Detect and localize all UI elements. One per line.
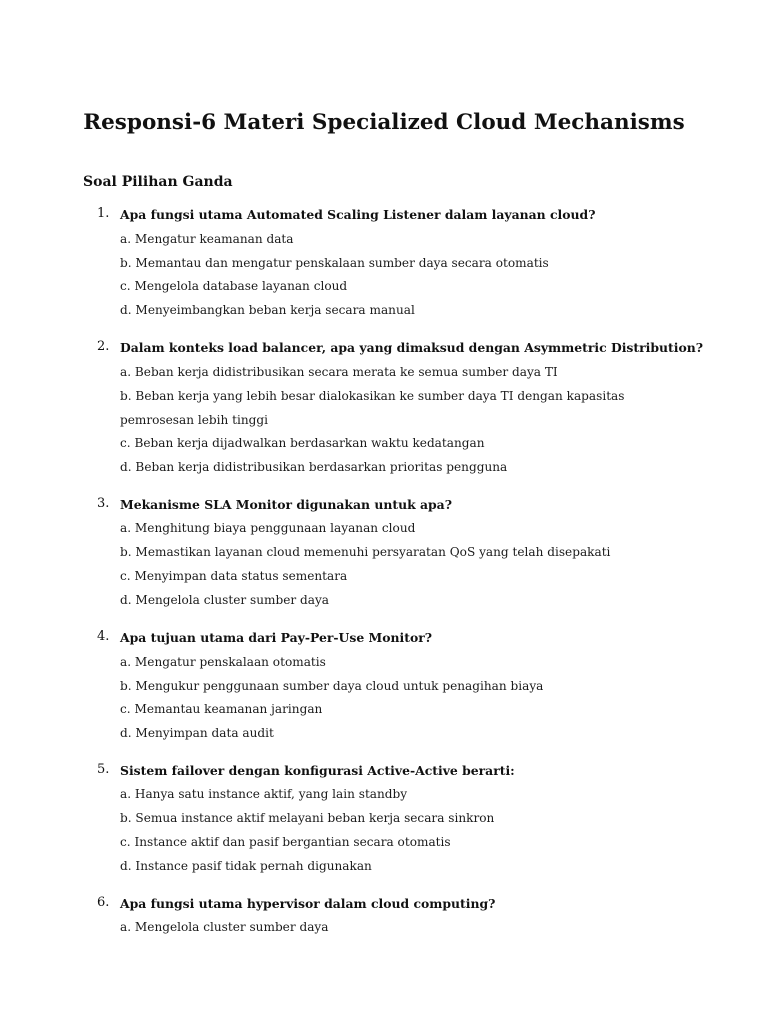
question-number: 6. (97, 895, 110, 910)
option-a: a. Beban kerja didistribusikan secara merata ke semua sumber daya TI (120, 365, 558, 379)
section-heading: Soal Pilihan Ganda (83, 174, 233, 190)
question-number: 2. (97, 339, 110, 354)
option-c: c. Mengelola database layanan cloud (120, 279, 348, 293)
option-c: c. Beban kerja dijadwalkan berdasarkan waktu kedatangan (120, 436, 485, 450)
question-text: Apa fungsi utama hypervisor dalam cloud computing? (120, 896, 496, 911)
question-number: 5. (97, 762, 110, 777)
option-b: b. Beban kerja yang lebih besar dialokasikan ke sumber daya TI dengan kapasitas pemrosesan lebih tinggi (120, 389, 625, 427)
option-a: a. Hanya satu instance aktif, yang lain standby (120, 787, 408, 801)
option-b: b. Memantau dan mengatur penskalaan sumber daya secara otomatis (120, 256, 549, 270)
option-a: a. Mengatur penskalaan otomatis (120, 655, 326, 669)
option-b: b. Memastikan layanan cloud memenuhi persyaratan QoS yang telah disepakati (120, 545, 611, 559)
option-b: b. Semua instance aktif melayani beban kerja secara sinkron (120, 811, 495, 825)
option-b: b. Mengukur penggunaan sumber daya cloud untuk penagihan biaya (120, 679, 544, 693)
option-a: a. Menghitung biaya penggunaan layanan cloud (120, 521, 416, 535)
question-number: 1. (97, 206, 110, 221)
question-text: Mekanisme SLA Monitor digunakan untuk apa? (120, 497, 452, 512)
option-c: c. Menyimpan data status sementara (120, 569, 348, 583)
option-d: d. Menyimpan data audit (120, 726, 274, 740)
question-text: Sistem failover dengan konfigurasi Active-Active berarti: (120, 763, 515, 778)
question-text: Apa fungsi utama Automated Scaling Listener dalam layanan cloud? (120, 207, 596, 222)
page-title: Responsi-6 Materi Specialized Cloud Mechanisms (83, 110, 685, 135)
question-text: Apa tujuan utama dari Pay-Per-Use Monitor? (120, 630, 432, 645)
question-number: 3. (97, 496, 110, 511)
option-c: c. Memantau keamanan jaringan (120, 702, 323, 716)
option-d: d. Instance pasif tidak pernah digunakan (120, 859, 372, 873)
option-c: c. Instance aktif dan pasif bergantian secara otomatis (120, 835, 451, 849)
option-a: a. Mengelola cluster sumber daya (120, 920, 329, 934)
option-d: d. Menyeimbangkan beban kerja secara manual (120, 303, 415, 317)
option-d: d. Beban kerja didistribusikan berdasarkan prioritas pengguna (120, 460, 508, 474)
question-text: Dalam konteks load balancer, apa yang dimaksud dengan Asymmetric Distribution? (120, 340, 703, 355)
option-d: d. Mengelola cluster sumber daya (120, 593, 329, 607)
question-number: 4. (97, 629, 110, 644)
option-a: a. Mengatur keamanan data (120, 232, 294, 246)
